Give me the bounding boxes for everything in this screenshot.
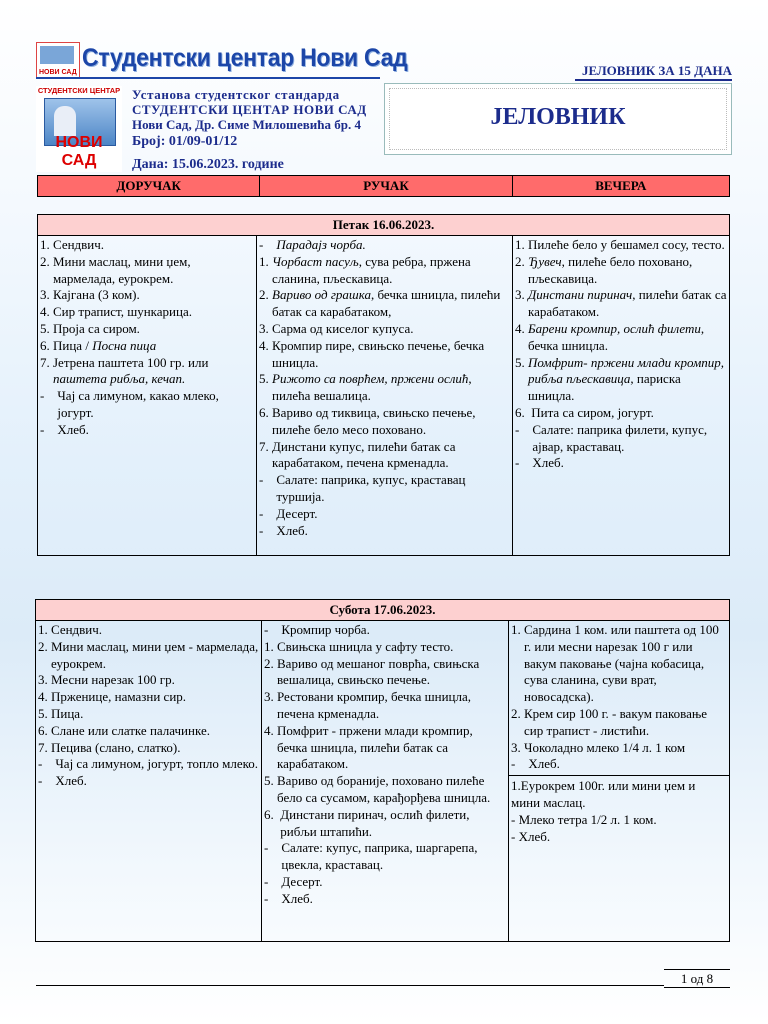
- menu-item-text: Чоколадно млеко 1/4 л. 1 ком: [524, 739, 686, 755]
- lunch-column: [257, 236, 513, 555]
- menu-item-marker: 4.: [264, 722, 277, 738]
- menu-item-text: Крем сир 100 г. - вакум паковање сир трапист - листићи.: [524, 705, 708, 738]
- menu-item-marker: -: [259, 237, 277, 252]
- menu-item-text: Ђувеч, пилеће бело поховано, пљескавица.: [528, 253, 693, 286]
- menu-item: [38, 706, 259, 723]
- menu-item-text: Салате: паприка филети, купус, ајвар, краставац.: [532, 421, 708, 454]
- menu-item-text: Пица / Посна пица: [53, 337, 157, 353]
- menu-item-marker: 7.: [40, 354, 53, 370]
- menu-item-text: Хлеб.: [528, 756, 560, 772]
- menu-item-text: Барени кромпир, ослић филети, бечка шницла.: [528, 320, 705, 353]
- institution-line: Нови Сад, Др. Симе Милошевића бр. 4: [132, 117, 361, 132]
- menu-item: [264, 891, 506, 908]
- menu-item-text: Сир трапист, шункарица.: [53, 304, 192, 320]
- menu-item-marker: 6.: [264, 806, 281, 822]
- menu-item-text: Хлеб.: [55, 773, 87, 789]
- menu-item-text: Вариво од боранијe, поховано пилеће бело са сусамом, карађорђева шницла.: [277, 773, 491, 805]
- menu-item: [40, 254, 254, 288]
- logo-bottom-text: НОВИ САД: [55, 134, 103, 169]
- menu-item-marker: -: [264, 622, 282, 637]
- menu-item: [259, 287, 510, 321]
- menu-item: [515, 455, 727, 472]
- menu-item-marker: -: [264, 873, 282, 889]
- small-logo-text: НОВИ САД: [39, 69, 77, 76]
- menu-item-marker: -: [264, 840, 282, 856]
- menu-item-marker: -: [259, 472, 277, 488]
- menu-item-marker: 4.: [515, 320, 528, 336]
- menu-item: [40, 388, 254, 422]
- document-label-underline: [575, 79, 732, 81]
- menu-item: [515, 321, 727, 355]
- menu-item: [264, 622, 506, 639]
- day-table: [35, 599, 730, 942]
- menu-item-marker: -: [515, 455, 533, 471]
- menu-item-marker: 3.: [515, 287, 528, 303]
- menu-item: [264, 639, 506, 656]
- menu-item-text: Пита са сиром, јогурт.: [531, 404, 654, 420]
- menu-item-marker: 4.: [259, 337, 272, 353]
- menu-item: [515, 405, 727, 422]
- menu-item-text: Динстани купус, пилећи батак са карабатаком, печена крменадла.: [272, 438, 456, 471]
- menu-item-text: Сендвич.: [53, 237, 105, 252]
- menu-item-marker: 7.: [259, 438, 272, 454]
- menu-item-text: Пецива (слано, слатко).: [51, 739, 181, 755]
- menu-item-text: Пилеће бело у бешамел сосу, тесто.: [528, 237, 725, 252]
- menu-item-marker: -: [264, 890, 282, 906]
- menu-item-marker: 6.: [40, 337, 53, 353]
- menu-item: [38, 672, 259, 689]
- menu-item-text: Мини маслац, мини џем, мармелада, еурокрем.: [53, 253, 191, 286]
- menu-item-text: Хлеб.: [281, 890, 313, 906]
- menu-item-text: Хлеб.: [276, 522, 308, 538]
- menu-item: [259, 439, 510, 473]
- menu-item: [264, 723, 506, 773]
- menu-item-text: Прженице, намазни сир.: [51, 689, 187, 705]
- menu-item-text: Десерт.: [281, 873, 323, 889]
- menu-item: [511, 622, 727, 706]
- menu-item-text: Десерт.: [276, 505, 318, 521]
- menu-item: [40, 355, 254, 389]
- breakfast-column: [36, 621, 262, 941]
- menu-item-text: Кромпир чорба.: [281, 622, 370, 637]
- menu-item-text: Чорбаст пасуљ, сува ребра, пржена сланина, пљескавица.: [272, 253, 471, 286]
- menu-item-text: Кајгана (3 ком).: [53, 287, 140, 303]
- page-title: ЈЕЛОВНИК: [490, 104, 626, 130]
- day-table: [37, 214, 730, 556]
- menu-item-text: Хлеб.: [532, 455, 564, 471]
- menu-item: [259, 321, 510, 338]
- menu-item: [38, 689, 259, 706]
- menu-item-text: Рижото са поврћем, пржени ослић, пилећа вешалица.: [272, 371, 472, 404]
- menu-item-marker: 5.: [259, 371, 272, 387]
- menu-item-marker: 4.: [40, 304, 53, 320]
- dinner-extra-line: - Млеко тетра 1/2 л. 1 ком.: [511, 811, 657, 827]
- document-label: ЈЕЛОВНИК ЗА 15 ДАНА: [582, 63, 732, 78]
- page-number: 1 од 8: [664, 969, 730, 988]
- menu-item-marker: 3.: [38, 672, 51, 688]
- menu-item-marker: 3.: [40, 287, 53, 303]
- menu-item-marker: 2.: [511, 705, 524, 721]
- menu-item-marker: -: [40, 421, 58, 437]
- banner-title: Студентски центар Нови Сад: [82, 44, 408, 72]
- menu-item-marker: 5.: [264, 773, 277, 789]
- menu-item-marker: 2.: [259, 287, 272, 303]
- menu-item: [515, 237, 727, 254]
- menu-item: [38, 740, 259, 757]
- menu-item-marker: 3.: [264, 689, 277, 705]
- menu-item-marker: 1.: [259, 253, 272, 269]
- lunch-column: [262, 621, 509, 941]
- menu-item-marker: -: [515, 421, 533, 437]
- menu-item-marker: 1.: [40, 237, 53, 252]
- institution-line: Установа студентског стандарда: [132, 87, 340, 102]
- menu-item-text: Чај са лимуном, јогурт, топло млеко.: [55, 756, 259, 772]
- menu-item: [259, 254, 510, 288]
- menu-item-marker: 6.: [38, 722, 51, 738]
- menu-item: [515, 355, 727, 405]
- menu-item-text: Помфрит- пржени млади кромпир, рибља пљескавица, париска шницла.: [528, 354, 725, 404]
- menu-item: [40, 287, 254, 304]
- institution-info: [132, 87, 367, 132]
- menu-item-text: Парадајз чорба.: [276, 237, 366, 252]
- document-number: Број: 01/09-01/12: [132, 134, 238, 149]
- menu-item: [259, 338, 510, 372]
- menu-item: [38, 773, 259, 790]
- menu-item-marker: 2.: [264, 655, 277, 671]
- menu-item-text: Вариво од грашка, бечка шницла, пилећи батак са карабатаком,: [272, 287, 501, 320]
- menu-item: [40, 321, 254, 338]
- menu-item: [259, 523, 510, 540]
- menu-item-text: Рестовани кромпир, бечка шницла, печена крменадла.: [277, 689, 471, 721]
- menu-item: [264, 840, 506, 874]
- menu-item-text: Сарма од киселог купуса.: [272, 320, 414, 336]
- menu-item: [259, 472, 510, 506]
- menu-item-text: Сардина 1 ком. или паштета од 100 г. или месни нарезак 100 г или вакум паковање (чајна кобасица, сува сланина, суви врат, новосадска).: [524, 622, 719, 705]
- menu-item: [38, 723, 259, 740]
- meals-header-row: [37, 175, 730, 197]
- menu-item: [259, 506, 510, 523]
- document-date: Дана: 15.06.2023. године: [132, 157, 284, 172]
- menu-item-marker: 5.: [515, 354, 528, 370]
- footer-line: [36, 985, 664, 986]
- menu-item-marker: -: [259, 522, 277, 538]
- menu-item-marker: 5.: [40, 320, 53, 336]
- menu-item-marker: 1.: [38, 622, 51, 637]
- day-title: Петак 16.06.2023.: [38, 215, 729, 236]
- menu-item-marker: -: [38, 773, 56, 789]
- menu-item-marker: 2.: [40, 253, 53, 269]
- menu-item: [259, 371, 510, 405]
- menu-item-marker: 1.: [515, 237, 528, 252]
- menu-item: [40, 422, 254, 439]
- menu-item-text: Мини маслац, мини џем - мармелада, еурокрем.: [51, 638, 259, 671]
- menu-item-text: Свињска шницла у сафту тесто.: [277, 638, 454, 654]
- menu-item-text: Слане или слатке палачинке.: [51, 722, 210, 738]
- dinner-extra-line: - Хлеб.: [511, 828, 551, 844]
- dinner-extra-line: 1.Еурокрем 100г. или мини џем и мини маслац.: [511, 778, 696, 810]
- menu-item-marker: 1.: [511, 622, 524, 637]
- menu-item-marker: -: [38, 756, 56, 772]
- menu-item-text: Месни нарезак 100 гр.: [51, 672, 175, 688]
- breakfast-column: [38, 236, 257, 555]
- menu-item: [259, 237, 510, 254]
- dinner-header: ВЕЧЕРА: [513, 176, 729, 196]
- menu-item: [511, 740, 727, 757]
- menu-item-text: Кромпир пире, свињско печење, бечка шницла.: [272, 337, 485, 370]
- breakfast-header: ДОРУЧАК: [38, 176, 260, 196]
- day-title: Субота 17.06.2023.: [36, 600, 729, 621]
- institution-logo: [36, 86, 122, 172]
- menu-item: [515, 287, 727, 321]
- menu-item-text: Сендвич.: [51, 622, 103, 637]
- menu-item-text: Динстани пиринач, ослић филети, рибљи штапићи.: [280, 806, 470, 839]
- menu-item: [264, 689, 506, 723]
- menu-item-text: Салате: купус, паприка, шаргарепа, цвекла, краставац.: [281, 840, 478, 873]
- menu-item-marker: 2.: [515, 253, 528, 269]
- title-box: [384, 83, 732, 155]
- menu-item: [515, 422, 727, 456]
- menu-item: [38, 622, 259, 639]
- menu-item-marker: 1.: [264, 638, 277, 654]
- menu-item-marker: 6.: [515, 404, 532, 420]
- menu-item-marker: -: [259, 505, 277, 521]
- menu-item: [40, 338, 254, 355]
- menu-item-marker: 4.: [38, 689, 51, 705]
- menu-item: [264, 807, 506, 841]
- menu-item-marker: 6.: [259, 404, 272, 420]
- menu-item-text: Пица.: [51, 705, 84, 721]
- menu-item-text: Салате: паприка, купус, краставац туршија.: [276, 472, 466, 504]
- logo-top-text: СТУДЕНТСКИ ЦЕНТАР: [37, 86, 121, 95]
- menu-item-marker: -: [511, 756, 529, 772]
- institution-line: СТУДЕНТСКИ ЦЕНТАР НОВИ САД: [132, 102, 367, 117]
- menu-item: [259, 405, 510, 439]
- banner-underline: [36, 77, 380, 79]
- menu-item-marker: -: [40, 388, 58, 404]
- menu-item-marker: 3.: [259, 320, 272, 336]
- menu-item: [264, 773, 506, 807]
- menu-item: [38, 756, 259, 773]
- menu-item-text: Помфрит - пржени млади кромпир, бечка шницла, пилећи батак са карабатаком.: [277, 722, 473, 772]
- small-logo: [36, 42, 80, 78]
- menu-item-text: Вариво од тиквица, свињско печење, пилеће бело месо поховано.: [272, 404, 476, 437]
- menu-item: [511, 706, 727, 740]
- menu-item: [40, 237, 254, 254]
- menu-item: [40, 304, 254, 321]
- menu-item-marker: 2.: [38, 638, 51, 654]
- menu-item: [38, 639, 259, 673]
- menu-item-marker: 5.: [38, 705, 51, 721]
- menu-item-text: Хлеб.: [57, 421, 89, 437]
- menu-item: [515, 254, 727, 288]
- dinner-column: [513, 236, 729, 555]
- menu-item-marker: 3.: [511, 739, 524, 755]
- menu-item: [264, 874, 506, 891]
- menu-item-text: Динстани пиринач, пилећи батак са карабатаком.: [528, 287, 727, 320]
- menu-item: [511, 756, 727, 773]
- menu-item-text: Вариво од мешаног поврћа, свињска вешалица, свињско печење.: [277, 655, 480, 688]
- dinner-extra: [509, 775, 729, 845]
- menu-item-text: Јетрена паштета 100 гр. или паштета рибља, кечап.: [53, 354, 209, 387]
- menu-item: [264, 656, 506, 690]
- lunch-header: РУЧАК: [260, 176, 512, 196]
- menu-item-marker: 7.: [38, 739, 51, 755]
- menu-item-text: Чај са лимуном, какао млеко, јогурт.: [57, 388, 219, 420]
- menu-item-text: Проја са сиром.: [53, 320, 140, 336]
- dinner-column: [509, 621, 729, 941]
